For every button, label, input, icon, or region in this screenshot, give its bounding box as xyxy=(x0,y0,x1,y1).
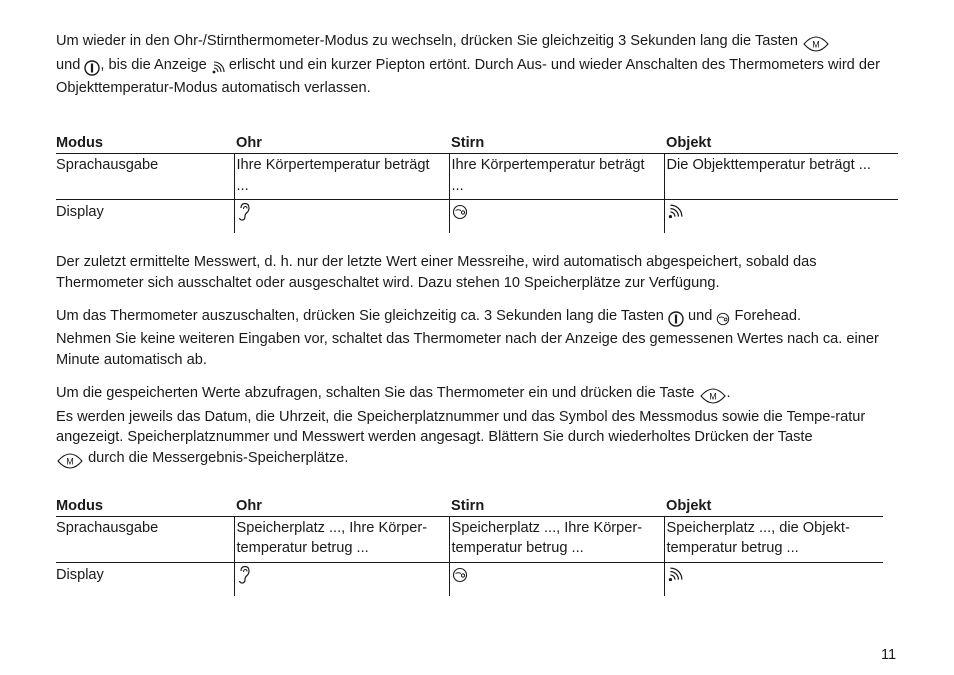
svg-text:M: M xyxy=(708,391,717,402)
recall-text-2: . xyxy=(726,384,731,401)
header-ohr: Ohr xyxy=(234,493,449,517)
cell-ohr: Ihre Körpertemperatur beträgt ... xyxy=(234,154,449,200)
cell-label: Display xyxy=(56,566,104,583)
object-signal-icon xyxy=(211,58,225,79)
cell-stirn-icon xyxy=(449,200,664,234)
forehead-icon xyxy=(452,204,468,220)
cell-label: Display xyxy=(56,204,104,221)
table-row xyxy=(56,200,898,234)
cell-objekt: Speicherplatz ..., die Objekt-temperatur betrug ... xyxy=(664,516,883,562)
header-modus: Modus xyxy=(56,493,234,517)
table-row xyxy=(56,516,883,562)
forehead-icon xyxy=(452,567,468,583)
svg-text:M: M xyxy=(66,456,74,467)
cell-ohr: Speicherplatz ..., Ihre Körper-temperatur betrug ... xyxy=(234,516,449,562)
cell-ohr-icon xyxy=(234,200,449,234)
cell-label: Sprachausgabe xyxy=(56,516,234,562)
power-off-text-4: Nehmen Sie keine weiteren Eingaben vor, schaltet das Thermometer nach der Anzeige des gemessenen Wertes nach ca. einer Minute automatisch ab. xyxy=(56,331,879,369)
recall-text-3: Es werden jeweils das Datum, die Uhrzeit, die Speicherplatznummer und das Symbol des Messmodus sowie die Tempe-ratur angezeigt. Speicherplatznummer und Messwert werden angesagt. Blättern Sie durch wiederholtes Drücken der Taste xyxy=(56,408,866,446)
header-stirn: Stirn xyxy=(449,130,664,154)
recall-text-4: durch die Messergebnis-Speicherplätze. xyxy=(88,449,349,466)
object-signal-icon xyxy=(667,567,683,583)
header-ohr: Ohr xyxy=(234,130,449,154)
m-button-icon xyxy=(699,386,727,407)
manual-page xyxy=(56,31,898,596)
m-button-icon xyxy=(802,34,830,55)
intro-text-4: erlischt und ein kurzer Piepton ertönt. Durch Aus- und wieder Anschalten des Thermometers wird der Objekttemperatur-Modus automatisch verlassen. xyxy=(56,56,880,97)
mode-table-2 xyxy=(56,493,883,596)
memory-paragraph: Der zuletzt ermittelte Messwert, d. h. nur der letzte Wert einer Messreihe, wird automatisch abgespeichert, sobald das Thermometer sich ausschaltet oder ausgeschaltet wird. Dazu stehen 10 Speicherplätze zur Verfügung. xyxy=(56,254,817,292)
recall-paragraph xyxy=(56,383,898,472)
power-off-text-1: Um das Thermometer auszuschalten, drücken Sie gleichzeitig ca. 3 Sekunden lang die Tasten xyxy=(56,307,664,324)
cell-objekt-icon xyxy=(664,562,883,596)
cell-objekt-icon xyxy=(664,200,898,234)
intro-paragraph xyxy=(56,31,898,99)
power-off-paragraph xyxy=(56,306,898,371)
header-modus: Modus xyxy=(56,130,234,154)
table-header-row xyxy=(56,493,883,517)
cell-stirn: Ihre Körpertemperatur beträgt ... xyxy=(449,154,664,200)
header-stirn: Stirn xyxy=(449,493,664,517)
cell-label: Sprachausgabe xyxy=(56,154,234,200)
intro-text-3: , bis die Anzeige xyxy=(100,56,207,73)
cell-stirn: Speicherplatz ..., Ihre Körper-temperatur betrug ... xyxy=(449,516,664,562)
header-objekt: Objekt xyxy=(664,130,898,154)
ear-icon xyxy=(237,204,251,220)
m-button-icon xyxy=(56,451,84,472)
forehead-icon xyxy=(716,309,730,330)
power-off-text-2: und xyxy=(688,307,713,324)
page-number: 11 xyxy=(881,647,897,663)
power-button-icon xyxy=(668,309,684,330)
table-row xyxy=(56,154,898,200)
cell-ohr-icon xyxy=(234,562,449,596)
object-signal-icon xyxy=(667,204,683,220)
cell-stirn-icon xyxy=(449,562,664,596)
cell-objekt: Die Objekttemperatur beträgt ... xyxy=(664,154,898,200)
intro-text-2: und xyxy=(56,56,81,73)
svg-text:M: M xyxy=(812,39,820,50)
table-header-row xyxy=(56,130,898,154)
mode-table-1 xyxy=(56,130,898,233)
intro-text-1: Um wieder in den Ohr-/Stirnthermometer-Modus zu wechseln, drücken Sie gleichzeitig 3 Sekunden lang die Tasten xyxy=(56,33,798,49)
power-button-icon xyxy=(84,58,100,79)
header-objekt: Objekt xyxy=(664,493,883,517)
power-off-text-3: Forehead. xyxy=(734,307,802,324)
ear-icon xyxy=(237,567,251,583)
table-row xyxy=(56,562,883,596)
recall-text-1: Um die gespeicherten Werte abzufragen, schalten Sie das Thermometer ein und drücken die Taste xyxy=(56,384,695,401)
